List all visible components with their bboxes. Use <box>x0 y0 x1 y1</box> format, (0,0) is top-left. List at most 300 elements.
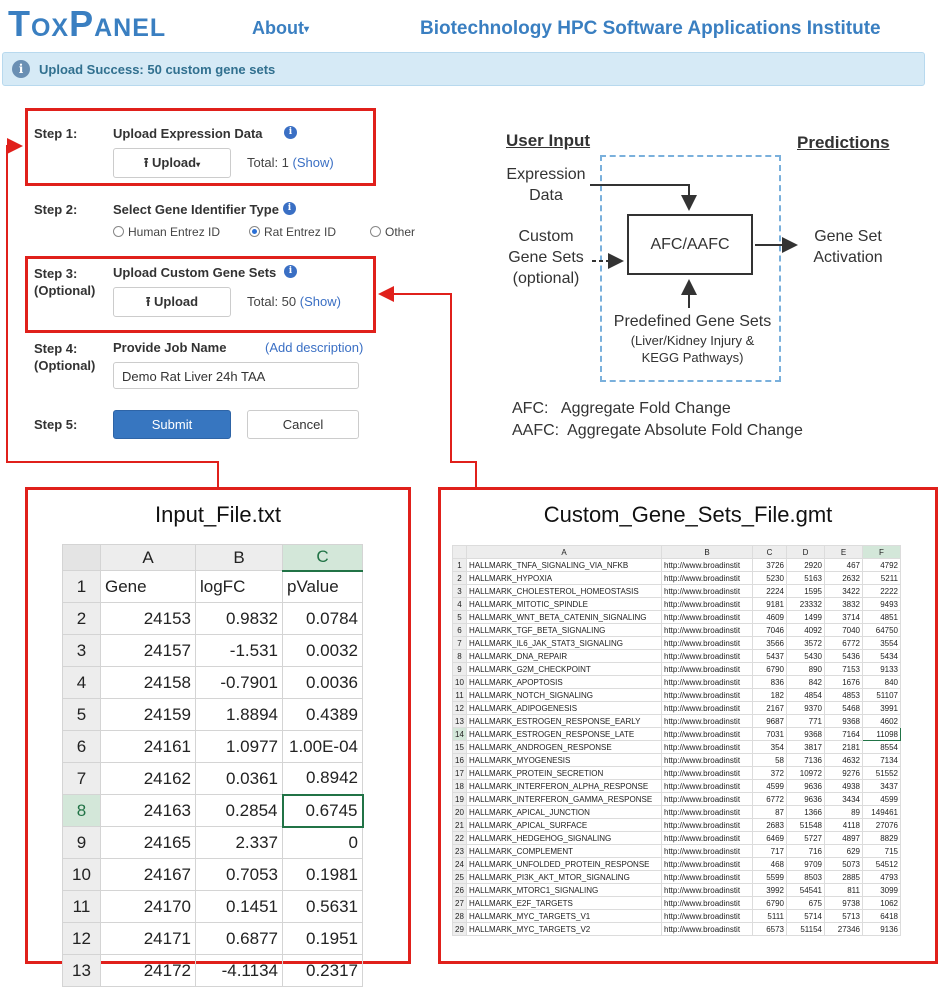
cell[interactable]: 5468 <box>825 702 863 715</box>
cell[interactable]: 4092 <box>787 624 825 637</box>
cell[interactable]: 0.2317 <box>283 955 363 987</box>
cell[interactable]: 54541 <box>787 884 825 897</box>
cell[interactable]: HALLMARK_INTERFERON_GAMMA_RESPONSE <box>467 793 662 806</box>
cell[interactable]: http://www.broadinstit <box>662 702 753 715</box>
row-header[interactable]: 25 <box>453 871 467 884</box>
row-header[interactable]: 1 <box>63 571 101 603</box>
cell[interactable]: http://www.broadinstit <box>662 637 753 650</box>
cell[interactable]: 6469 <box>753 832 787 845</box>
cell[interactable]: 890 <box>787 663 825 676</box>
cell[interactable]: http://www.broadinstit <box>662 689 753 702</box>
cell[interactable]: HALLMARK_ESTROGEN_RESPONSE_LATE <box>467 728 662 741</box>
gmt-file-title: Custom_Gene_Sets_File.gmt <box>543 502 833 527</box>
cell[interactable]: 4793 <box>863 871 901 884</box>
cell[interactable]: 0.0036 <box>283 667 363 699</box>
logo[interactable]: ToxPanel <box>8 3 167 44</box>
row-header[interactable]: 10 <box>453 676 467 689</box>
cell[interactable]: http://www.broadinstit <box>662 845 753 858</box>
cell[interactable]: 149461 <box>863 806 901 819</box>
row-header[interactable]: 10 <box>63 859 101 891</box>
cell[interactable]: -0.7901 <box>196 667 283 699</box>
row-header[interactable]: 7 <box>63 763 101 795</box>
table-row <box>63 699 363 731</box>
cell[interactable]: 2683 <box>753 819 787 832</box>
cell[interactable]: http://www.broadinstit <box>662 793 753 806</box>
cell[interactable]: HALLMARK_CHOLESTEROL_HOMEOSTASIS <box>467 585 662 598</box>
cell[interactable]: 9181 <box>753 598 787 611</box>
row-header[interactable]: 5 <box>63 699 101 731</box>
column-header[interactable]: E <box>825 546 863 559</box>
cell[interactable]: 4599 <box>863 793 901 806</box>
upload-label: Upload <box>152 155 197 170</box>
cell[interactable]: 3817 <box>787 741 825 754</box>
row-header[interactable]: 14 <box>453 728 467 741</box>
cell[interactable]: 4599 <box>753 780 787 793</box>
cell[interactable]: 1499 <box>787 611 825 624</box>
cell[interactable]: http://www.broadinstit <box>662 780 753 793</box>
cell[interactable]: 8554 <box>863 741 901 754</box>
cell[interactable]: 5073 <box>825 858 863 871</box>
cell[interactable]: 5599 <box>753 871 787 884</box>
cell[interactable]: http://www.broadinstit <box>662 832 753 845</box>
show-link[interactable]: (Show) <box>299 294 341 309</box>
cell[interactable]: 7040 <box>825 624 863 637</box>
cell[interactable]: 1595 <box>787 585 825 598</box>
row-header[interactable]: 12 <box>453 702 467 715</box>
cell[interactable]: 182 <box>753 689 787 702</box>
row-header[interactable]: 29 <box>453 923 467 936</box>
cell[interactable]: HALLMARK_COMPLEMENT <box>467 845 662 858</box>
row-header[interactable]: 2 <box>63 603 101 635</box>
cell[interactable]: 0.0361 <box>196 763 283 795</box>
cell[interactable]: HALLMARK_APICAL_SURFACE <box>467 819 662 832</box>
cell[interactable]: 4851 <box>863 611 901 624</box>
cell[interactable]: 24158 <box>101 667 196 699</box>
cell[interactable]: 8503 <box>787 871 825 884</box>
cell[interactable]: 675 <box>787 897 825 910</box>
cell[interactable]: http://www.broadinstit <box>662 819 753 832</box>
cell[interactable]: 3714 <box>825 611 863 624</box>
cell[interactable]: 11098 <box>863 728 901 741</box>
cell[interactable]: 6772 <box>825 637 863 650</box>
row-header[interactable]: 5 <box>453 611 467 624</box>
row-header[interactable]: 28 <box>453 910 467 923</box>
cell[interactable]: 0.0032 <box>283 635 363 667</box>
cell[interactable]: 0.1951 <box>283 923 363 955</box>
cell[interactable]: 4792 <box>863 559 901 572</box>
cell[interactable]: HALLMARK_HEDGEHOG_SIGNALING <box>467 832 662 845</box>
corner-cell[interactable] <box>453 546 467 559</box>
column-header[interactable]: C <box>753 546 787 559</box>
cell[interactable]: 7136 <box>787 754 825 767</box>
cell[interactable]: 6573 <box>753 923 787 936</box>
table-row <box>453 676 901 689</box>
cell[interactable]: http://www.broadinstit <box>662 650 753 663</box>
cell[interactable]: 23332 <box>787 598 825 611</box>
cell[interactable]: 9136 <box>863 923 901 936</box>
info-icon[interactable]: i <box>284 265 297 278</box>
cell[interactable]: http://www.broadinstit <box>662 611 753 624</box>
info-icon[interactable]: i <box>283 202 296 215</box>
cell[interactable]: 2920 <box>787 559 825 572</box>
cell[interactable]: 7153 <box>825 663 863 676</box>
cell[interactable]: 24153 <box>101 603 196 635</box>
row-header[interactable]: 15 <box>453 741 467 754</box>
cell[interactable]: 5211 <box>863 572 901 585</box>
cell[interactable]: http://www.broadinstit <box>662 806 753 819</box>
table-row <box>453 754 901 767</box>
show-link[interactable]: (Show) <box>292 155 334 170</box>
table-row <box>453 767 901 780</box>
cell[interactable]: 836 <box>753 676 787 689</box>
cell[interactable]: 3099 <box>863 884 901 897</box>
cell[interactable]: 716 <box>787 845 825 858</box>
row-header[interactable]: 1 <box>453 559 467 572</box>
cell[interactable]: -4.1134 <box>196 955 283 987</box>
cell[interactable]: 10972 <box>787 767 825 780</box>
cell[interactable]: 7134 <box>863 754 901 767</box>
row-header[interactable]: 9 <box>63 827 101 859</box>
cell[interactable]: 3422 <box>825 585 863 598</box>
cell[interactable]: 7164 <box>825 728 863 741</box>
cell[interactable]: 0.4389 <box>283 699 363 731</box>
cell[interactable]: HALLMARK_MYC_TARGETS_V1 <box>467 910 662 923</box>
row-header[interactable]: 12 <box>63 923 101 955</box>
cell[interactable]: 24171 <box>101 923 196 955</box>
cell[interactable]: 0.8942 <box>283 763 363 795</box>
cell[interactable]: 87 <box>753 806 787 819</box>
table-row <box>453 585 901 598</box>
cell[interactable]: 9738 <box>825 897 863 910</box>
cell[interactable]: 89 <box>825 806 863 819</box>
upload-custom-button[interactable]: ⭱ Upload <box>113 287 231 317</box>
cell[interactable]: 9370 <box>787 702 825 715</box>
cell[interactable]: 24170 <box>101 891 196 923</box>
cell[interactable]: 7046 <box>753 624 787 637</box>
cell[interactable]: 4897 <box>825 832 863 845</box>
row-header[interactable]: 11 <box>63 891 101 923</box>
cell[interactable]: HALLMARK_E2F_TARGETS <box>467 897 662 910</box>
cell[interactable]: 0.1451 <box>196 891 283 923</box>
cell[interactable]: HALLMARK_HYPOXIA <box>467 572 662 585</box>
cell[interactable]: 9368 <box>787 728 825 741</box>
cell[interactable]: 4853 <box>825 689 863 702</box>
cell[interactable]: 54512 <box>863 858 901 871</box>
cell[interactable]: logFC <box>196 571 283 603</box>
cell[interactable]: 9709 <box>787 858 825 871</box>
cell[interactable]: 372 <box>753 767 787 780</box>
row-header[interactable]: 8 <box>63 795 101 827</box>
cell[interactable]: http://www.broadinstit <box>662 715 753 728</box>
cell[interactable]: 0.9832 <box>196 603 283 635</box>
cell[interactable]: HALLMARK_G2M_CHECKPOINT <box>467 663 662 676</box>
cell[interactable]: pValue <box>283 571 363 603</box>
cell[interactable]: 840 <box>863 676 901 689</box>
cell[interactable]: http://www.broadinstit <box>662 910 753 923</box>
cell[interactable]: 27346 <box>825 923 863 936</box>
cell[interactable]: 5111 <box>753 910 787 923</box>
cell[interactable]: 0.6745 <box>283 795 363 827</box>
cell[interactable]: 0.5631 <box>283 891 363 923</box>
cell[interactable]: http://www.broadinstit <box>662 572 753 585</box>
cell[interactable]: 51548 <box>787 819 825 832</box>
table-row <box>63 795 363 827</box>
cell[interactable]: HALLMARK_APICAL_JUNCTION <box>467 806 662 819</box>
cell[interactable]: 3434 <box>825 793 863 806</box>
cell[interactable]: HALLMARK_ADIPOGENESIS <box>467 702 662 715</box>
upload-expression-button[interactable]: ⭱ Upload▾ <box>113 148 231 178</box>
cell[interactable]: 2167 <box>753 702 787 715</box>
cell[interactable]: HALLMARK_DNA_REPAIR <box>467 650 662 663</box>
column-header[interactable]: A <box>467 546 662 559</box>
cell[interactable]: 3992 <box>753 884 787 897</box>
cell[interactable]: http://www.broadinstit <box>662 728 753 741</box>
cell[interactable]: HALLMARK_WNT_BETA_CATENIN_SIGNALING <box>467 611 662 624</box>
row-header[interactable]: 17 <box>453 767 467 780</box>
cell[interactable]: 9493 <box>863 598 901 611</box>
cancel-button[interactable]: Cancel <box>247 410 359 439</box>
cell[interactable]: http://www.broadinstit <box>662 598 753 611</box>
cell[interactable]: 3832 <box>825 598 863 611</box>
row-header[interactable]: 4 <box>453 598 467 611</box>
cell[interactable]: 2224 <box>753 585 787 598</box>
cell[interactable]: 9133 <box>863 663 901 676</box>
cell[interactable]: 4938 <box>825 780 863 793</box>
cell[interactable]: 6790 <box>753 897 787 910</box>
cell[interactable]: 58 <box>753 754 787 767</box>
row-header[interactable]: 13 <box>63 955 101 987</box>
cell[interactable]: 0.6877 <box>196 923 283 955</box>
cell[interactable]: 468 <box>753 858 787 871</box>
cell[interactable]: HALLMARK_MYC_TARGETS_V2 <box>467 923 662 936</box>
cell[interactable]: http://www.broadinstit <box>662 741 753 754</box>
submit-button[interactable]: Submit <box>113 410 231 439</box>
cell[interactable]: 354 <box>753 741 787 754</box>
cell[interactable]: 771 <box>787 715 825 728</box>
cell[interactable]: HALLMARK_MYOGENESIS <box>467 754 662 767</box>
cell[interactable]: HALLMARK_INTERFERON_ALPHA_RESPONSE <box>467 780 662 793</box>
row-header[interactable]: 11 <box>453 689 467 702</box>
cell[interactable]: 6772 <box>753 793 787 806</box>
cell[interactable]: 3991 <box>863 702 901 715</box>
row-header[interactable]: 19 <box>453 793 467 806</box>
cell[interactable]: 4609 <box>753 611 787 624</box>
cell[interactable]: 24163 <box>101 795 196 827</box>
cell[interactable]: -1.531 <box>196 635 283 667</box>
cell[interactable]: 0.2854 <box>196 795 283 827</box>
row-header[interactable]: 24 <box>453 858 467 871</box>
cell[interactable]: HALLMARK_PROTEIN_SECRETION <box>467 767 662 780</box>
cell[interactable]: 51552 <box>863 767 901 780</box>
cell[interactable]: http://www.broadinstit <box>662 585 753 598</box>
column-header[interactable]: B <box>662 546 753 559</box>
radio-label: Human Entrez ID <box>128 225 221 239</box>
cell[interactable]: 2.337 <box>196 827 283 859</box>
cell[interactable]: http://www.broadinstit <box>662 884 753 897</box>
cell[interactable]: 2222 <box>863 585 901 598</box>
cell[interactable]: 1.0977 <box>196 731 283 763</box>
cell[interactable]: 51154 <box>787 923 825 936</box>
cell[interactable]: 4632 <box>825 754 863 767</box>
cell[interactable]: http://www.broadinstit <box>662 624 753 637</box>
row-header[interactable]: 7 <box>453 637 467 650</box>
cell[interactable]: 5713 <box>825 910 863 923</box>
cell[interactable]: 467 <box>825 559 863 572</box>
cell[interactable]: 1062 <box>863 897 901 910</box>
cell[interactable]: 24161 <box>101 731 196 763</box>
cell[interactable]: 27076 <box>863 819 901 832</box>
cell[interactable]: 2181 <box>825 741 863 754</box>
cell[interactable]: 9687 <box>753 715 787 728</box>
institute-name[interactable]: Biotechnology HPC Software Applications Institute <box>420 18 881 39</box>
cell[interactable]: 6418 <box>863 910 901 923</box>
row-header[interactable]: 13 <box>453 715 467 728</box>
cell[interactable]: 0.1981 <box>283 859 363 891</box>
table-row <box>453 663 901 676</box>
cell[interactable]: 0 <box>283 827 363 859</box>
row-header[interactable]: 16 <box>453 754 467 767</box>
chevron-down-icon: ▾ <box>303 23 310 35</box>
cell[interactable]: 5230 <box>753 572 787 585</box>
cell[interactable]: HALLMARK_ESTROGEN_RESPONSE_EARLY <box>467 715 662 728</box>
cell[interactable]: HALLMARK_TNFA_SIGNALING_VIA_NFKB <box>467 559 662 572</box>
cell[interactable]: 24165 <box>101 827 196 859</box>
cell[interactable]: 842 <box>787 676 825 689</box>
cell[interactable]: HALLMARK_APOPTOSIS <box>467 676 662 689</box>
cell[interactable]: 3554 <box>863 637 901 650</box>
corner-cell[interactable] <box>63 545 101 571</box>
column-header[interactable]: F <box>863 546 901 559</box>
cell[interactable]: http://www.broadinstit <box>662 767 753 780</box>
cell[interactable]: 3437 <box>863 780 901 793</box>
radio-label: Rat Entrez ID <box>264 225 337 239</box>
cell[interactable]: 1.8894 <box>196 699 283 731</box>
row-header[interactable]: 20 <box>453 806 467 819</box>
cell[interactable]: http://www.broadinstit <box>662 897 753 910</box>
cell[interactable]: 715 <box>863 845 901 858</box>
cell[interactable]: http://www.broadinstit <box>662 663 753 676</box>
cell[interactable]: http://www.broadinstit <box>662 754 753 767</box>
cell[interactable]: 8829 <box>863 832 901 845</box>
cell[interactable]: 9368 <box>825 715 863 728</box>
cell[interactable]: http://www.broadinstit <box>662 559 753 572</box>
cell[interactable]: 7031 <box>753 728 787 741</box>
cell[interactable]: http://www.broadinstit <box>662 676 753 689</box>
column-header[interactable]: B <box>196 545 283 571</box>
cell[interactable]: 9636 <box>787 793 825 806</box>
row-header[interactable]: 6 <box>453 624 467 637</box>
cell[interactable]: 5163 <box>787 572 825 585</box>
cell[interactable]: 3566 <box>753 637 787 650</box>
cell[interactable]: 5434 <box>863 650 901 663</box>
cell[interactable]: 5714 <box>787 910 825 923</box>
cell[interactable]: 24157 <box>101 635 196 667</box>
cell[interactable]: 5436 <box>825 650 863 663</box>
cell[interactable]: 51107 <box>863 689 901 702</box>
row-header[interactable]: 3 <box>453 585 467 598</box>
cell[interactable]: 64750 <box>863 624 901 637</box>
cell[interactable]: 4854 <box>787 689 825 702</box>
cell[interactable]: 24162 <box>101 763 196 795</box>
row-header[interactable]: 3 <box>63 635 101 667</box>
cell[interactable]: 24167 <box>101 859 196 891</box>
cell[interactable]: 9276 <box>825 767 863 780</box>
cell[interactable]: 0.7053 <box>196 859 283 891</box>
cell[interactable]: 629 <box>825 845 863 858</box>
user-input-heading: User Input <box>506 131 591 150</box>
cell[interactable]: HALLMARK_PI3K_AKT_MTOR_SIGNALING <box>467 871 662 884</box>
row-header[interactable]: 4 <box>63 667 101 699</box>
row-header[interactable]: 18 <box>453 780 467 793</box>
column-header[interactable]: C <box>283 545 363 571</box>
cell[interactable]: 1366 <box>787 806 825 819</box>
cell[interactable]: 811 <box>825 884 863 897</box>
cell[interactable]: 1676 <box>825 676 863 689</box>
cell[interactable]: 1.00E-04 <box>283 731 363 763</box>
row-header[interactable]: 9 <box>453 663 467 676</box>
job-name-input[interactable]: Demo Rat Liver 24h TAA <box>113 362 359 389</box>
optional-label: (Optional) <box>34 283 96 298</box>
column-header[interactable]: D <box>787 546 825 559</box>
cell[interactable]: HALLMARK_UNFOLDED_PROTEIN_RESPONSE <box>467 858 662 871</box>
cell[interactable]: 2885 <box>825 871 863 884</box>
row-header[interactable]: 8 <box>453 650 467 663</box>
cell[interactable]: 3572 <box>787 637 825 650</box>
cell[interactable]: HALLMARK_TGF_BETA_SIGNALING <box>467 624 662 637</box>
add-description-link[interactable]: (Add description) <box>265 340 364 355</box>
table-row <box>63 635 363 667</box>
column-header[interactable]: A <box>101 545 196 571</box>
row-header[interactable]: 2 <box>453 572 467 585</box>
cell[interactable]: Gene <box>101 571 196 603</box>
row-header[interactable]: 27 <box>453 897 467 910</box>
cell[interactable]: 4602 <box>863 715 901 728</box>
predefined-sub-label: (Liver/Kidney Injury & KEGG Pathways) <box>630 333 755 365</box>
afc-aafc-label: AFC/AAFC <box>650 236 730 253</box>
cell[interactable]: 24159 <box>101 699 196 731</box>
row-header[interactable]: 23 <box>453 845 467 858</box>
cell[interactable]: 4118 <box>825 819 863 832</box>
cell[interactable]: http://www.broadinstit <box>662 871 753 884</box>
cell[interactable]: 2632 <box>825 572 863 585</box>
cell[interactable]: 3726 <box>753 559 787 572</box>
row-header[interactable]: 26 <box>453 884 467 897</box>
cell[interactable]: 5430 <box>787 650 825 663</box>
expression-data-label: Expression Data <box>506 166 586 204</box>
cell[interactable]: http://www.broadinstit <box>662 858 753 871</box>
cell[interactable]: HALLMARK_MITOTIC_SPINDLE <box>467 598 662 611</box>
table-row <box>63 923 363 955</box>
info-icon[interactable]: i <box>284 126 297 139</box>
cell[interactable]: http://www.broadinstit <box>662 923 753 936</box>
cell[interactable]: 24172 <box>101 955 196 987</box>
table-row <box>453 884 901 897</box>
row-header[interactable]: 6 <box>63 731 101 763</box>
cell[interactable]: 5437 <box>753 650 787 663</box>
row-header[interactable]: 21 <box>453 819 467 832</box>
cell[interactable]: HALLMARK_MTORC1_SIGNALING <box>467 884 662 897</box>
cell[interactable]: 6790 <box>753 663 787 676</box>
cell[interactable]: HALLMARK_NOTCH_SIGNALING <box>467 689 662 702</box>
cell[interactable]: HALLMARK_ANDROGEN_RESPONSE <box>467 741 662 754</box>
cell[interactable]: 5727 <box>787 832 825 845</box>
cell[interactable]: HALLMARK_IL6_JAK_STAT3_SIGNALING <box>467 637 662 650</box>
custom-gene-sets-label: Custom Gene Sets (optional) <box>508 228 584 287</box>
cell[interactable]: 9636 <box>787 780 825 793</box>
cell[interactable]: 717 <box>753 845 787 858</box>
row-header[interactable]: 22 <box>453 832 467 845</box>
cell[interactable]: 0.0784 <box>283 603 363 635</box>
